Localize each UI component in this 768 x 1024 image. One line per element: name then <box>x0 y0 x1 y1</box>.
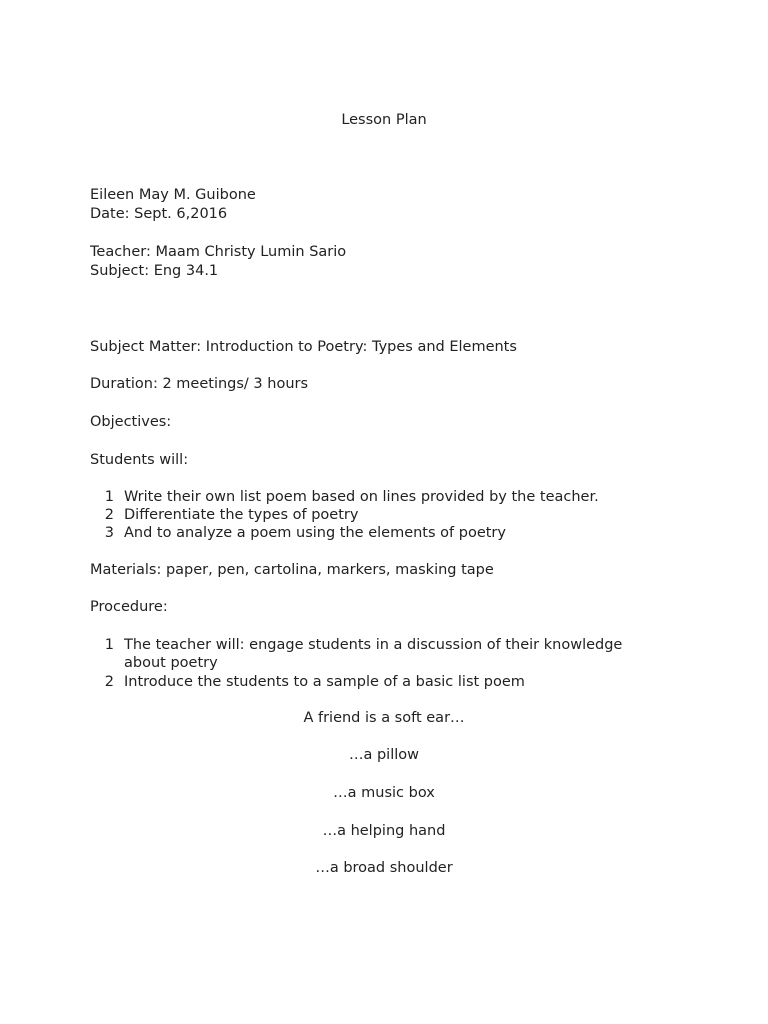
objectives-heading: Objectives: <box>90 414 172 430</box>
subject-code: Subject: Eng 34.1 <box>90 263 219 279</box>
procedure-heading: Procedure: <box>90 599 168 615</box>
teacher-name: Teacher: Maam Christy Lumin Sario <box>90 244 347 260</box>
poem-line: …a music box <box>333 785 435 801</box>
procedure-item: The teacher will: engage students in a discussion of their knowledge about poetry <box>124 637 623 671</box>
poem-line: A friend is a soft ear… <box>303 710 465 726</box>
objective-item: Differentiate the types of poetry <box>124 507 359 523</box>
students-will-label: Students will: <box>90 452 189 468</box>
duration: Duration: 2 meetings/ 3 hours <box>90 376 309 392</box>
objective-number: 3 <box>104 525 114 541</box>
lesson-date: Date: Sept. 6,2016 <box>90 206 228 222</box>
procedure-number: 1 <box>104 637 114 653</box>
author-name: Eileen May M. Guibone <box>90 187 256 203</box>
document-title: Lesson Plan <box>341 112 427 128</box>
materials: Materials: paper, pen, cartolina, markers, masking tape <box>90 562 494 578</box>
procedure-item: Introduce the students to a sample of a basic list poem <box>124 674 525 690</box>
objective-number: 2 <box>104 507 114 523</box>
subject-matter: Subject Matter: Introduction to Poetry: Types and Elements <box>90 339 517 355</box>
poem-line: …a broad shoulder <box>315 860 453 876</box>
poem-line: …a pillow <box>348 747 419 763</box>
objective-number: 1 <box>104 489 114 505</box>
procedure-number: 2 <box>104 674 114 690</box>
poem-line: …a helping hand <box>322 823 446 839</box>
objective-item: And to analyze a poem using the elements of poetry <box>124 525 506 541</box>
objective-item: Write their own list poem based on lines provided by the teacher. <box>124 489 599 505</box>
